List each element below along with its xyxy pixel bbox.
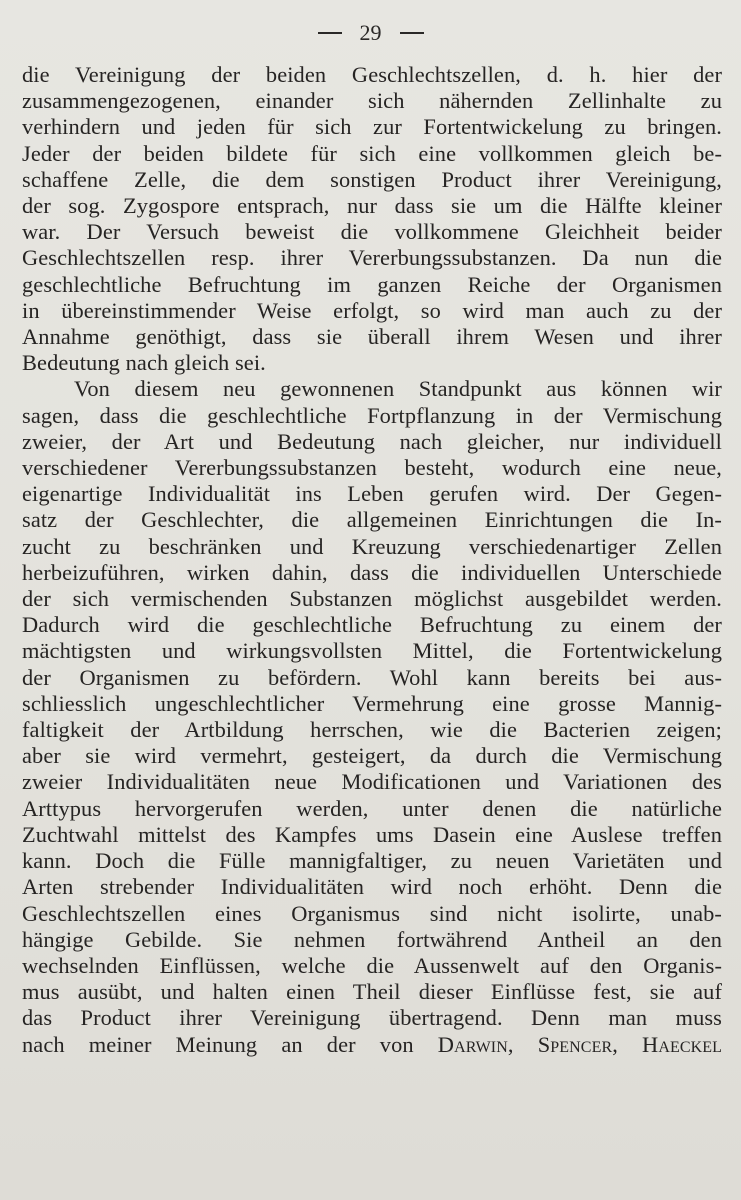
text-line: Zuchtwahl mittelst des Kampfes ums Dasein eine Auslese treffen [22, 821, 722, 847]
text-line: verschiedener Vererbungssubstanzen besteht, wodurch eine neue, [22, 455, 722, 481]
paragraph-end-line: Bedeutung nach gleich sei. [22, 350, 266, 376]
text-line: schliesslich ungeschlechtlicher Vermehrung eine grosse Mannig- [22, 690, 722, 716]
final-text-line [22, 1032, 722, 1058]
page-header [0, 18, 741, 48]
text-line: in übereinstimmender Weise erfolgt, so wird man auch zu der [22, 297, 722, 323]
text-line: faltigkeit der Artbildung herrschen, wie die Bacterien zeigen; [22, 717, 722, 743]
text-line: satz der Geschlechter, die allgemeinen Einrichtungen die In- [22, 507, 722, 533]
page-number: 29 [359, 20, 382, 45]
text-line: Jeder der beiden bildete für sich eine vollkommen gleich be- [22, 140, 722, 166]
text-line: herbeizuführen, wirken dahin, dass die individuellen Unterschiede [22, 559, 722, 585]
author-name-haeckel: Haeckel [642, 1031, 723, 1057]
text-line: Annahme genöthigt, dass sie überall ihrem Wesen und ihrer [22, 324, 722, 350]
text-line: zusammengezogenen, einander sich nähernden Zellinhalte zu [22, 88, 722, 114]
final-line-text: nach meiner Meinung an der von [22, 1031, 414, 1057]
paragraph-first-line: Von diesem neu gewonnenen Standpunkt aus können wir [74, 376, 722, 402]
text-line: Arttypus hervorgerufen werden, unter denen die natürliche [22, 795, 722, 821]
text-line: war. Der Versuch beweist die vollkommene Gleichheit beider [22, 219, 722, 245]
text-line: die Vereinigung der beiden Geschlechtszellen, d. h. hier der [22, 62, 722, 87]
text-line: der Organismen zu befördern. Wohl kann bereits bei aus- [22, 664, 722, 690]
text-line: Geschlechtszellen resp. ihrer Vererbungssubstanzen. Da nun die [22, 245, 722, 271]
text-line: Dadurch wird die geschlechtliche Befruchtung zu einem der [22, 612, 722, 638]
header-dash-left [318, 32, 342, 34]
text-line: Arten strebender Individualitäten wird noch erhöht. Denn die [22, 874, 722, 900]
text-line: sagen, dass die geschlechtliche Fortpflanzung in der Vermischung [22, 402, 722, 428]
text-line: aber sie wird vermehrt, gesteigert, da durch die Vermischung [22, 743, 722, 769]
author-name-darwin: Darwin, [437, 1031, 514, 1057]
text-line: geschlechtliche Befruchtung im ganzen Reiche der Organismen [22, 271, 722, 297]
header-dash-right [400, 32, 424, 34]
text-line: zucht zu beschränken und Kreuzung verschiedenartiger Zellen [22, 533, 722, 559]
text-line: kann. Doch die Fülle mannigfaltiger, zu neuen Varietäten und [22, 848, 722, 874]
text-line: Geschlechtszellen eines Organismus sind nicht isolirte, unab- [22, 900, 722, 926]
text-line: verhindern und jeden für sich zur Fortentwickelung zu bringen. [22, 114, 722, 140]
text-line: zweier Individualitäten neue Modificationen und Variationen des [22, 769, 722, 795]
text-line: zweier, der Art und Bedeutung nach gleicher, nur individuell [22, 428, 722, 454]
text-line: mächtigsten und wirkungsvollsten Mittel, die Fortentwickelung [22, 638, 722, 664]
body-text [22, 62, 722, 1058]
text-line: das Product ihrer Vereinigung übertragend. Denn man muss [22, 1005, 722, 1031]
text-line: eigenartige Individualität ins Leben gerufen wird. Der Gegen- [22, 481, 722, 507]
text-line: der sich vermischenden Substanzen möglichst ausgebildet werden. [22, 586, 722, 612]
text-line: schaffene Zelle, die dem sonstigen Product ihrer Vereinigung, [22, 166, 722, 192]
text-line: der sog. Zygospore entsprach, nur dass sie um die Hälfte kleiner [22, 193, 722, 219]
author-name-spencer: Spencer, [537, 1031, 618, 1057]
text-line: mus ausübt, und halten einen Theil dieser Einflüsse fest, sie auf [22, 979, 722, 1005]
text-line: hängige Gebilde. Sie nehmen fortwährend Antheil an den [22, 926, 722, 952]
text-line: wechselnden Einflüssen, welche die Aussenwelt auf den Organis- [22, 952, 722, 978]
